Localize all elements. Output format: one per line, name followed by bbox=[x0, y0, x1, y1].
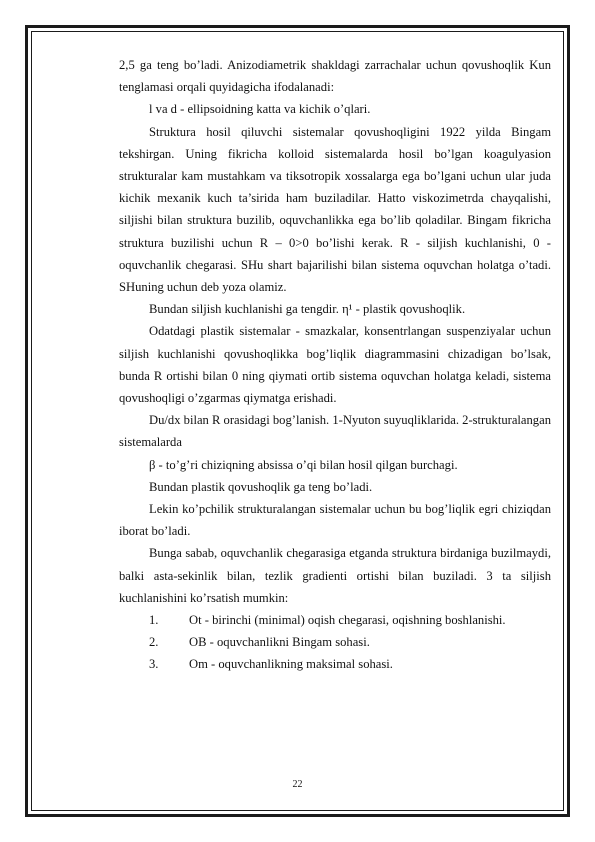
paragraph: Bundan siljish kuchlanishi ga tengdir. η¹ - plastik qovushoqlik. bbox=[149, 302, 466, 317]
list-number: 1. bbox=[149, 613, 159, 628]
paragraph: l va d - ellipsoidning katta va kichik o’qlari. bbox=[149, 102, 371, 117]
list-number: 3. bbox=[149, 657, 159, 672]
paragraph: Odatdagi plastik sistemalar - smazkalar, konsentrlangan suspenziyalar uchun siljish kuchlanishi qovushoqlikka bog’liqlik diagrammasini chizadigan bo’lsak, bunda R ortishi bilan 0 ning qiymati ortib sistema oquvchan holatga keladi, sistema qovushoqligi o’zgarmas qiymatga erishadi. bbox=[119, 324, 551, 406]
document-body bbox=[119, 54, 551, 676]
paragraph: Lekin ko’pchilik strukturalangan sistemalar uchun bu bog’liqlik egri chiziqdan iborat bo’ladi. bbox=[119, 502, 551, 539]
paragraph: Bundan plastik qovushoqlik ga teng bo’ladi. bbox=[149, 479, 373, 494]
list-item bbox=[119, 653, 551, 675]
paragraph: Bunga sabab, oquvchanlik chegarasiga etganda struktura birdaniga buzilmaydi, balki asta-sekinlik bilan, tezlik gradienti ortishi bilan buziladi. 3 ta siljish kuchlanishini ko’rsatish mumkin: bbox=[119, 546, 551, 605]
paragraph: Du/dx bilan R orasidagi bog’lanish. 1-Nyuton suyuqliklarida. 2-strukturalangan sistemalarda bbox=[119, 413, 551, 450]
paragraph: Struktura hosil qiluvchi sistemalar qovushoqligini 1922 yilda Bingam tekshirgan. Uning fikricha kolloid sistemalarda hosil bo’lgan koagulyasion strukturalar kam mustahkam va tiksotropik xossalarga ega bo’lgani uchun ular juda kichik mexanik kuch ta’sirida ham buziladilar. Hatto viskozimetrda chayqalishi, siljishi bilan struktura buzilib, oquvchanlikka ega bo’lib qoladilar. Bingam fikricha struktura buzilishi uchun R – 0>0 bo’lishi kerak. R - siljish kuchlanishi, 0 - oquvchanlik chegarasi. SHu shart bajarilishi bilan sistema oquvchan holatga o’tadi. SHuning uchun deb yoza olamiz. bbox=[119, 124, 551, 295]
page-number: 22 bbox=[292, 779, 303, 790]
paragraph: 2,5 ga teng bo’ladi. Anizodiametrik shakldagi zarrachalar uchun qovushoqlik Kun tenglamasi orqali quyidagicha ifodalanadi: bbox=[119, 58, 551, 95]
paragraph: β - to’g’ri chiziqning absissa o’qi bilan hosil qilgan burchagi. bbox=[149, 457, 458, 472]
list-text: Ot - birinchi (minimal) oqish chegarasi, oqishning boshlanishi. bbox=[189, 613, 506, 628]
list-text: OB - oquvchanlikni Bingam sohasi. bbox=[189, 635, 370, 650]
list-item bbox=[119, 631, 551, 653]
list-text: Om - oquvchanlikning maksimal sohasi. bbox=[189, 657, 393, 672]
list-number: 2. bbox=[149, 635, 159, 650]
list-item bbox=[119, 609, 551, 631]
